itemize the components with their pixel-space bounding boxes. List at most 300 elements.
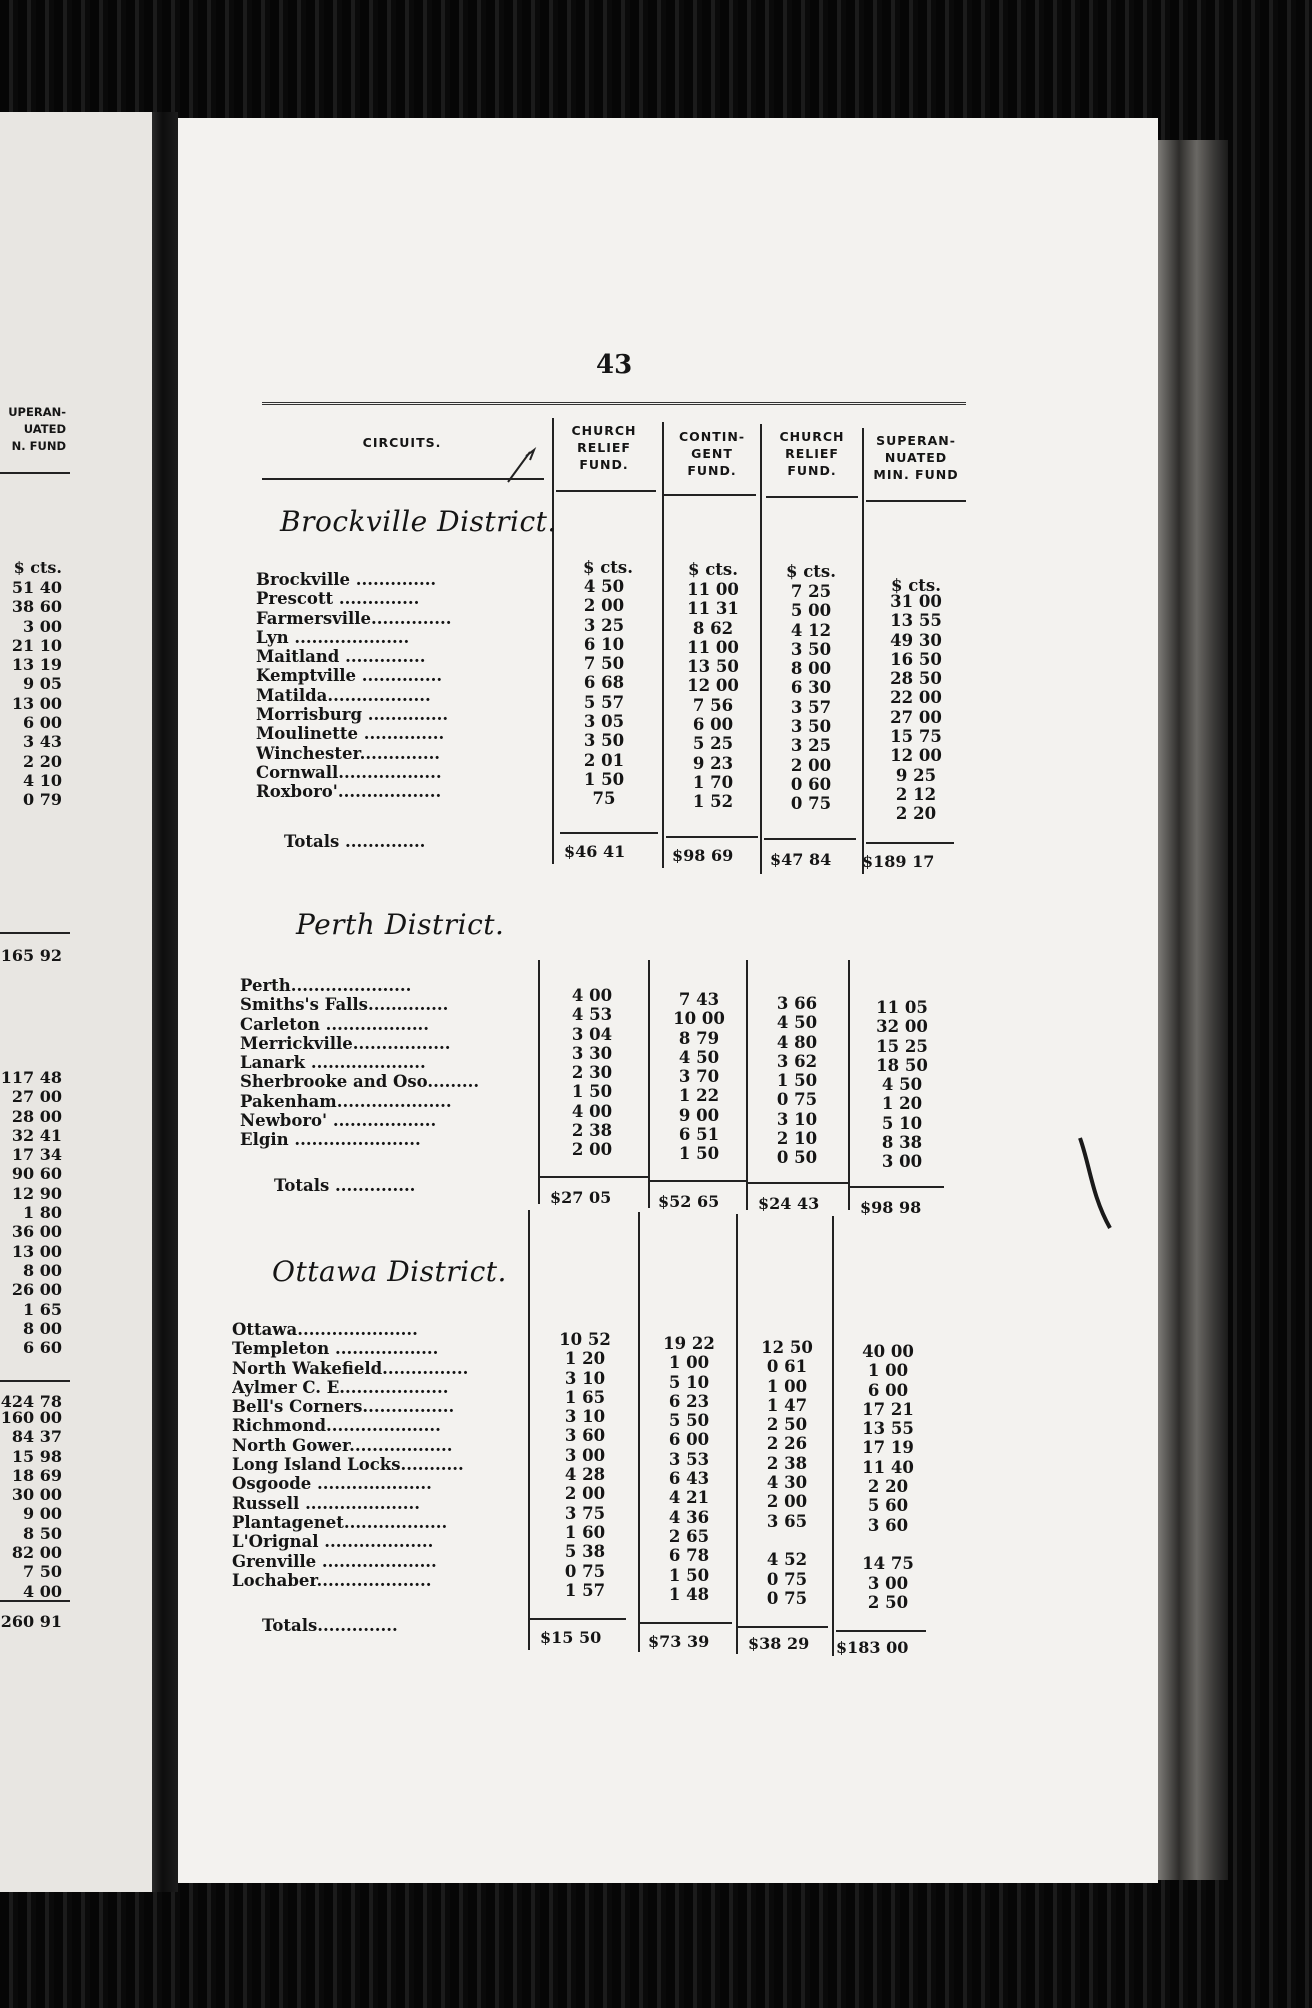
perth-total-4: $98 98	[860, 1198, 922, 1217]
amount-cell: 5 50	[668, 1411, 710, 1431]
brockville-total-2: $98 69	[672, 846, 734, 865]
amount-cell: 3 50	[583, 731, 625, 751]
header-contingent-line-3: FUND.	[687, 463, 737, 478]
amount-cell: 32 00	[876, 1017, 928, 1037]
left-total-rule-2	[0, 1380, 70, 1382]
circuit-name: Maitland ..............	[256, 647, 426, 667]
amount-cell: 3 25	[583, 615, 625, 635]
ottawa-total-4: $183 00	[836, 1638, 909, 1657]
ottawa-church-relief-2-column	[740, 1338, 834, 1608]
left-total-3: 260 91	[0, 1612, 62, 1631]
left-amount-cell: 27 00	[11, 1087, 62, 1107]
brockville-unit-2: $ cts.	[688, 560, 738, 579]
divider-c-mid	[746, 960, 748, 1210]
left-amount-cell: 36 00	[11, 1222, 62, 1242]
perth-sum-rule-1	[538, 1176, 648, 1178]
amount-cell: 2 50	[766, 1415, 808, 1435]
brockville-sum-rule-2	[666, 836, 758, 838]
left-amount-cell: 17 34	[11, 1145, 62, 1165]
amount-cell: 3 65	[766, 1511, 808, 1531]
amount-cell: 1 00	[668, 1353, 710, 1373]
amount-cell: 2 00	[564, 1484, 606, 1504]
amount-cell: 22 00	[890, 688, 942, 708]
amount-cell: 11 31	[687, 599, 739, 619]
amount-cell	[740, 1531, 834, 1550]
header-contingent-line-2: GENT	[691, 446, 733, 461]
divider-a-top	[552, 418, 554, 864]
amount-cell: 4 52	[766, 1550, 808, 1570]
circuit-name: Perth.....................	[240, 976, 412, 995]
top-double-rule	[262, 402, 966, 405]
amount-cell: 2 20	[867, 1477, 909, 1497]
left-header-line-2: UATED	[23, 422, 66, 436]
amount-cell: 5 57	[583, 692, 625, 712]
divider-d-mid	[848, 960, 850, 1210]
left-header-rule	[0, 472, 70, 474]
left-amount-cell: 0 79	[23, 790, 62, 810]
amount-cell: 31 00	[890, 592, 942, 611]
amount-cell: 49 30	[890, 630, 942, 650]
amount-cell: 4 50	[776, 1013, 818, 1033]
circuit-name: Lyn ....................	[256, 627, 410, 647]
amount-cell: 4 50	[881, 1075, 923, 1095]
left-amount-cell: 13 19	[11, 655, 62, 675]
header-church-relief-line-1: CHURCH	[571, 423, 637, 438]
circuit-name: Plantagenet..................	[232, 1512, 448, 1532]
amount-cell: 40 00	[862, 1342, 914, 1361]
amount-cell: 5 10	[881, 1113, 923, 1133]
amount-cell: 15 25	[876, 1036, 928, 1056]
left-amount-cell: 3 43	[23, 732, 62, 752]
amount-cell: 8 62	[692, 618, 734, 638]
amount-cell: 8 38	[881, 1133, 923, 1153]
amount-cell: 5 00	[790, 601, 832, 621]
amount-cell: 4 12	[790, 620, 832, 640]
amount-cell: 9 23	[692, 753, 734, 773]
amount-cell: 2 00	[766, 1492, 808, 1512]
header-superannuated-line-1: SUPERAN-	[876, 433, 956, 448]
amount-cell: 3 10	[776, 1109, 818, 1129]
amount-cell: 2 30	[571, 1063, 613, 1083]
header-church-relief-line-3: FUND.	[579, 457, 629, 472]
amount-cell: 2 38	[571, 1121, 613, 1141]
amount-cell: 7 43	[678, 990, 720, 1009]
circuit-name: Richmond....................	[232, 1416, 441, 1436]
circuit-name: Cornwall..................	[256, 762, 442, 782]
header-superannuated-line-3: MIN. FUND	[873, 467, 959, 482]
left-amount-cell: 13 00	[11, 1241, 62, 1261]
amount-cell: 4 53	[571, 1005, 613, 1025]
left-total-rule-3	[0, 1600, 70, 1602]
amount-cell: 3 00	[867, 1573, 909, 1593]
ottawa-sum-rule-2	[640, 1622, 732, 1624]
perth-circuit-list	[240, 976, 530, 1150]
brockville-sum-rule-3	[764, 838, 856, 840]
amount-cell: 5 10	[668, 1372, 710, 1392]
amount-cell: 17 21	[862, 1399, 914, 1419]
amount-cell: 16 50	[890, 649, 942, 669]
amount-cell: 1 50	[668, 1565, 710, 1585]
amount-cell: 19 22	[663, 1334, 715, 1353]
amount-cell: 3 60	[867, 1515, 909, 1535]
page-number: 43	[596, 350, 633, 380]
left-amount-cell: 26 00	[11, 1280, 62, 1300]
amount-cell: 0 75	[564, 1561, 606, 1581]
left-header-line-1: UPERAN-	[8, 405, 66, 419]
amount-cell: 1 50	[583, 769, 625, 789]
circuit-name: Merrickville.................	[240, 1033, 451, 1053]
left-amount-cell: 8 00	[23, 1318, 62, 1338]
amount-cell: 1 50	[678, 1144, 720, 1164]
amount-cell: 0 75	[766, 1569, 808, 1589]
header-rule-1	[556, 490, 656, 492]
left-amount-cell: 8 00	[23, 1260, 62, 1280]
amount-cell: 6 43	[668, 1469, 710, 1489]
header-superannuated	[864, 432, 968, 483]
amount-cell: 0 75	[790, 794, 832, 814]
ottawa-total-1: $15 50	[540, 1628, 602, 1647]
amount-cell: 7 56	[692, 695, 734, 715]
divider-d-top	[862, 428, 864, 874]
amount-cell: 3 05	[583, 712, 625, 732]
left-amount-cell: 15 98	[11, 1446, 62, 1466]
amount-cell: 6 30	[790, 678, 832, 698]
amount-cell: 3 30	[571, 1043, 613, 1063]
circuit-name: L'Orignal ...................	[232, 1532, 434, 1552]
brockville-sum-rule-1	[560, 832, 658, 834]
amount-cell: 3 53	[668, 1449, 710, 1469]
circuit-name: Sherbrooke and Oso.........	[240, 1072, 480, 1092]
left-amount-cell: 21 10	[11, 635, 62, 655]
amount-cell: 12 00	[687, 676, 739, 696]
ottawa-sum-rule-1	[530, 1618, 626, 1620]
circuit-name: Smiths's Falls..............	[240, 995, 449, 1015]
ottawa-total-3: $38 29	[748, 1634, 810, 1653]
circuit-name: Brockville ..............	[256, 570, 437, 589]
perth-total-3: $24 43	[758, 1194, 820, 1213]
header-church-relief-line-2: RELIEF	[577, 440, 631, 455]
circuit-name: Matilda..................	[256, 685, 431, 705]
brockville-contingent-column	[666, 580, 760, 812]
ottawa-circuit-list	[232, 1320, 522, 1590]
amount-cell: 3 25	[790, 736, 832, 756]
amount-cell: 11 00	[687, 637, 739, 657]
left-amount-cell: 51 40	[11, 578, 62, 597]
circuit-name: Grenville ....................	[232, 1551, 437, 1571]
amount-cell: 3 75	[564, 1503, 606, 1523]
book-gutter	[152, 112, 178, 1892]
circuit-name: North Wakefield...............	[232, 1358, 469, 1378]
brockville-unit-4: $ cts.	[891, 576, 941, 595]
circuit-name: Long Island Locks...........	[232, 1455, 464, 1475]
amount-cell: 1 00	[867, 1361, 909, 1381]
amount-cell: 4 50	[678, 1047, 720, 1067]
amount-cell: 3 60	[564, 1426, 606, 1446]
left-amount-cell: 32 41	[11, 1125, 62, 1145]
district-title-ottawa: Ottawa District.	[272, 1255, 507, 1288]
amount-cell: 1 70	[692, 772, 734, 792]
header-church-relief	[550, 422, 658, 473]
header-rule-4	[866, 500, 966, 502]
amount-cell: 3 00	[881, 1152, 923, 1172]
divider-a-bot	[528, 1210, 530, 1650]
left-amount-cell: 13 00	[11, 693, 62, 713]
amount-cell: 2 12	[895, 784, 937, 804]
amount-cell: 10 52	[559, 1330, 611, 1349]
left-amount-cell: 6 00	[23, 713, 62, 733]
header-contingent-line-1: CONTIN-	[678, 429, 746, 444]
amount-cell: 1 50	[776, 1071, 818, 1091]
amount-cell: 4 36	[668, 1507, 710, 1527]
left-amount-cell: 160 00	[0, 1408, 62, 1427]
left-header-line-3: N. FUND	[11, 439, 66, 453]
left-total-1: 165 92	[0, 946, 62, 965]
amount-cell: 3 50	[790, 717, 832, 737]
left-amount-cell: 38 60	[11, 597, 62, 617]
left-page-header	[0, 404, 66, 455]
brockville-total-3: $47 84	[770, 850, 832, 869]
circuit-name: Russell ....................	[232, 1493, 420, 1513]
left-group-3	[0, 1408, 62, 1601]
ottawa-contingent-column	[642, 1334, 736, 1604]
circuit-name: Prescott ..............	[256, 589, 420, 609]
amount-cell: 0 75	[766, 1588, 808, 1608]
amount-cell: 2 00	[790, 755, 832, 775]
amount-cell: 0 60	[790, 774, 832, 794]
ink-stroke-mark	[1076, 1136, 1116, 1236]
amount-cell: 1 48	[668, 1584, 710, 1604]
amount-cell: 5 25	[692, 734, 734, 754]
left-amount-cell: 82 00	[11, 1543, 62, 1563]
amount-cell: 2 20	[895, 804, 937, 824]
brockville-unit-3: $ cts.	[786, 562, 836, 581]
perth-church-relief-2-column	[750, 994, 844, 1168]
brockville-church-relief-column	[556, 577, 652, 809]
perth-totals-label: Totals ..............	[274, 1176, 416, 1195]
pen-mark	[500, 446, 540, 486]
left-amount-cell: 4 10	[23, 770, 62, 790]
amount-cell: 75	[592, 789, 616, 809]
circuit-name: Bell's Corners................	[232, 1397, 455, 1417]
amount-cell: 4 00	[571, 1101, 613, 1121]
brockville-church-relief-2-column	[764, 582, 858, 814]
amount-cell: 2 65	[668, 1526, 710, 1546]
amount-cell: 2 10	[776, 1129, 818, 1149]
amount-cell: 4 21	[668, 1488, 710, 1508]
divider-c-bot	[736, 1214, 738, 1654]
perth-total-2: $52 65	[658, 1192, 720, 1211]
district-title-perth: Perth District.	[296, 908, 505, 941]
perth-sum-rule-3	[746, 1182, 848, 1184]
amount-cell: 2 00	[571, 1140, 613, 1160]
brockville-unit-1: $ cts.	[583, 558, 633, 577]
header-rule-3	[766, 496, 858, 498]
amount-cell: 3 66	[776, 994, 818, 1013]
left-total-rule-1	[0, 932, 70, 934]
amount-cell: 14 75	[862, 1554, 914, 1574]
circuit-name: Winchester..............	[256, 743, 441, 763]
amount-cell: 4 50	[583, 577, 625, 596]
amount-cell: 1 20	[881, 1094, 923, 1114]
amount-cell: 2 26	[766, 1434, 808, 1454]
amount-cell: 3 70	[678, 1067, 720, 1087]
left-amount-cell: 6 60	[23, 1338, 62, 1358]
circuit-name: Pakenham....................	[240, 1091, 452, 1111]
amount-cell: 3 00	[564, 1445, 606, 1465]
header-contingent	[662, 428, 762, 479]
circuit-name: Lanark ....................	[240, 1053, 426, 1073]
amount-cell: 1 20	[564, 1349, 606, 1369]
amount-cell: 6 00	[867, 1380, 909, 1400]
amount-cell: 6 00	[668, 1430, 710, 1450]
circuit-name: Osgoode ....................	[232, 1474, 432, 1494]
amount-cell: 0 50	[776, 1148, 818, 1168]
perth-sum-rule-2	[648, 1180, 746, 1182]
amount-cell: 7 25	[790, 582, 832, 601]
circuit-name: Aylmer C. E...................	[232, 1377, 449, 1397]
amount-cell: 2 38	[766, 1453, 808, 1473]
amount-cell: 9 25	[895, 765, 937, 785]
amount-cell: 11 40	[862, 1457, 914, 1477]
left-amount-cell: 8 50	[23, 1523, 62, 1543]
left-amount-cell: 18 69	[11, 1465, 62, 1485]
amount-cell: 2 00	[583, 596, 625, 616]
amount-cell: 11 00	[687, 580, 739, 599]
circuit-name: Roxboro'..................	[256, 782, 442, 802]
amount-cell: 9 00	[678, 1105, 720, 1125]
ottawa-totals-label: Totals..............	[262, 1616, 398, 1635]
header-church-relief-2-line-1: CHURCH	[779, 429, 845, 444]
header-church-relief-2	[762, 428, 862, 479]
divider-b-bot	[638, 1212, 640, 1652]
circuit-name: Lochaber....................	[232, 1570, 432, 1590]
amount-cell: 1 60	[564, 1522, 606, 1542]
brockville-superannuated-column	[866, 592, 966, 824]
header-church-relief-2-line-2: RELIEF	[785, 446, 839, 461]
amount-cell: 1 22	[678, 1086, 720, 1106]
circuit-name: North Gower..................	[232, 1435, 453, 1455]
left-amount-cell: 2 20	[23, 751, 62, 771]
amount-cell: 6 51	[678, 1125, 720, 1145]
ottawa-church-relief-column	[538, 1330, 632, 1600]
amount-cell: 13 55	[862, 1419, 914, 1439]
left-amount-cell: 9 00	[23, 1504, 62, 1524]
circuit-name: Templeton ..................	[232, 1339, 439, 1359]
amount-cell: 4 80	[776, 1032, 818, 1052]
amount-cell: 11 05	[876, 998, 928, 1017]
amount-cell: 8 79	[678, 1028, 720, 1048]
amount-cell: 6 68	[583, 673, 625, 693]
perth-total-1: $27 05	[550, 1188, 612, 1207]
ottawa-total-2: $73 39	[648, 1632, 710, 1651]
left-amount-cell: 12 90	[11, 1183, 62, 1203]
amount-cell: 0 61	[766, 1357, 808, 1377]
header-rule-2	[664, 494, 756, 496]
amount-cell: 4 30	[766, 1473, 808, 1493]
amount-cell: 12 50	[761, 1338, 813, 1357]
circuit-name: Carleton ..................	[240, 1014, 430, 1034]
divider-b-top	[662, 422, 664, 868]
amount-cell: 28 50	[890, 669, 942, 689]
brockville-total-1: $46 41	[564, 842, 626, 861]
brockville-total-4: $189 17	[862, 852, 935, 871]
left-amount-cell: 1 65	[23, 1299, 62, 1319]
district-title-brockville: Brockville District.	[280, 505, 557, 538]
left-group-2	[0, 1068, 62, 1357]
amount-cell: 1 57	[564, 1580, 606, 1600]
amount-cell: 1 52	[692, 792, 734, 812]
left-group-1	[0, 578, 62, 810]
left-total-2: 424 78	[0, 1392, 62, 1411]
amount-cell: 1 47	[766, 1395, 808, 1415]
amount-cell: 3 04	[571, 1024, 613, 1044]
amount-cell: 12 00	[890, 746, 942, 766]
left-unit-label: $ cts.	[13, 558, 62, 577]
perth-church-relief-column	[544, 986, 640, 1160]
amount-cell: 7 50	[583, 654, 625, 674]
circuit-name: Kemptville ..............	[256, 666, 443, 686]
perth-contingent-column	[652, 990, 746, 1164]
amount-cell: 17 19	[862, 1438, 914, 1458]
header-church-relief-2-line-3: FUND.	[787, 463, 837, 478]
left-amount-cell: 90 60	[11, 1164, 62, 1184]
circuit-name: Newboro' ..................	[240, 1111, 437, 1131]
divider-b-mid	[648, 960, 650, 1208]
left-amount-cell: 4 00	[23, 1581, 62, 1601]
amount-cell: 3 10	[564, 1368, 606, 1388]
circuit-name: Elgin ......................	[240, 1130, 421, 1150]
header-circuits: CIRCUITS.	[362, 435, 442, 450]
left-amount-cell: 84 37	[11, 1427, 62, 1447]
perth-superannuated-column	[852, 998, 952, 1172]
divider-c-top	[760, 424, 762, 874]
amount-cell: 10 00	[673, 1009, 725, 1029]
amount-cell: 13 50	[687, 657, 739, 677]
amount-cell: 3 57	[790, 697, 832, 717]
amount-cell: 6 10	[583, 634, 625, 654]
divider-a-mid	[538, 960, 540, 1204]
brockville-totals-label: Totals ..............	[284, 832, 426, 851]
amount-cell: 1 00	[766, 1376, 808, 1396]
amount-cell: 3 50	[790, 639, 832, 659]
amount-cell: 6 78	[668, 1546, 710, 1566]
amount-cell: 18 50	[876, 1055, 928, 1075]
amount-cell: 13 55	[890, 611, 942, 631]
amount-cell: 5 38	[564, 1542, 606, 1562]
amount-cell: 1 65	[564, 1387, 606, 1407]
previous-page-fragment	[0, 112, 168, 1892]
amount-cell: 6 23	[668, 1391, 710, 1411]
left-amount-cell: 1 80	[23, 1203, 62, 1223]
amount-cell	[838, 1535, 938, 1554]
circuit-name: Farmersville..............	[256, 608, 452, 628]
amount-cell: 1 50	[571, 1082, 613, 1102]
ottawa-sum-rule-3	[738, 1626, 828, 1628]
amount-cell: 0 75	[776, 1090, 818, 1110]
amount-cell: 4 00	[571, 986, 613, 1005]
left-amount-cell: 9 05	[23, 674, 62, 694]
left-amount-cell: 7 50	[23, 1562, 62, 1582]
perth-sum-rule-4	[848, 1186, 944, 1188]
amount-cell: 2 50	[867, 1592, 909, 1612]
amount-cell: 3 62	[776, 1051, 818, 1071]
left-amount-cell: 28 00	[11, 1106, 62, 1126]
amount-cell: 5 60	[867, 1496, 909, 1516]
left-amount-cell: 3 00	[23, 616, 62, 636]
left-amount-cell: 30 00	[11, 1485, 62, 1505]
brockville-sum-rule-4	[866, 842, 954, 844]
amount-cell: 4 28	[564, 1465, 606, 1485]
